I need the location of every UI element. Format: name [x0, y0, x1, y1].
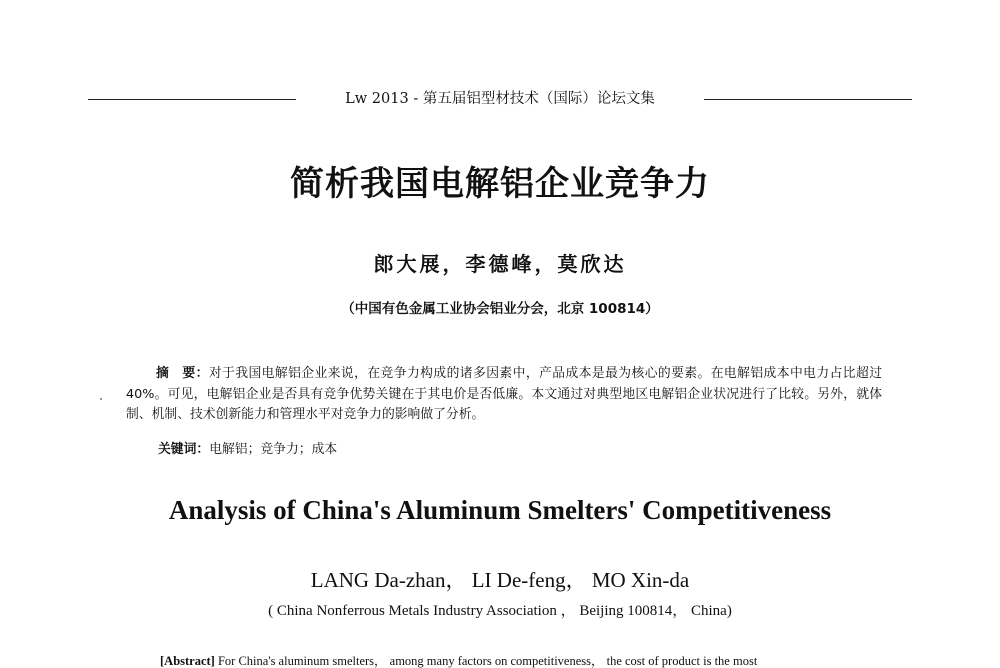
header-rule-left [88, 99, 296, 100]
authors-en: LANG Da-zhan， LI De-feng， MO Xin-da [310, 568, 690, 592]
abstract-en-text: For China's aluminum smelters， among many factors on competitiveness， the cost of product is the most [217, 654, 758, 668]
authors-cn: 郎大展，李德峰，莫欣达 [373, 252, 627, 276]
abstract-cn-text: 对于我国电解铝企业来说，在竞争力构成的诸多因素中，产品成本是最为核心的要素。在电解铝成本中电力占比超过40%。可见，电解铝企业是否具有竞争优势关键在于其电价是否低廉。本文通过对典型地区电解铝企业状况进行了比较。另外，就体制、机制、技术创新能力和管理水平对竞争力的影响做了分析。 [126, 366, 883, 422]
abstract-cn-label: 摘 要： [156, 366, 209, 381]
running-header [88, 88, 912, 112]
abstract-en-label: [Abstract] [160, 654, 215, 668]
scan-speck [100, 398, 102, 400]
abstract-en [160, 652, 882, 668]
paper-title-en: Analysis of China's Aluminum Smelters' Competitiveness [168, 495, 832, 525]
header-rule-right [704, 99, 912, 100]
affiliation-en: ( China Nonferrous Metals Industry Association ， Beijing 100814， China) [268, 603, 732, 619]
running-header-text: Lw 2013 - 第五届铝型材技术（国际）论坛文集 [345, 91, 655, 107]
paper-title-cn: 简析我国电解铝企业竞争力 [290, 164, 710, 204]
keywords-cn-text: 电解铝；竞争力；成本 [209, 442, 338, 457]
keywords-cn-label: 关键词： [158, 442, 210, 457]
keywords-cn [158, 440, 882, 460]
affiliation-cn: （中国有色金属工业协会铝业分会，北京 100814） [341, 301, 659, 317]
abstract-cn [126, 364, 882, 426]
